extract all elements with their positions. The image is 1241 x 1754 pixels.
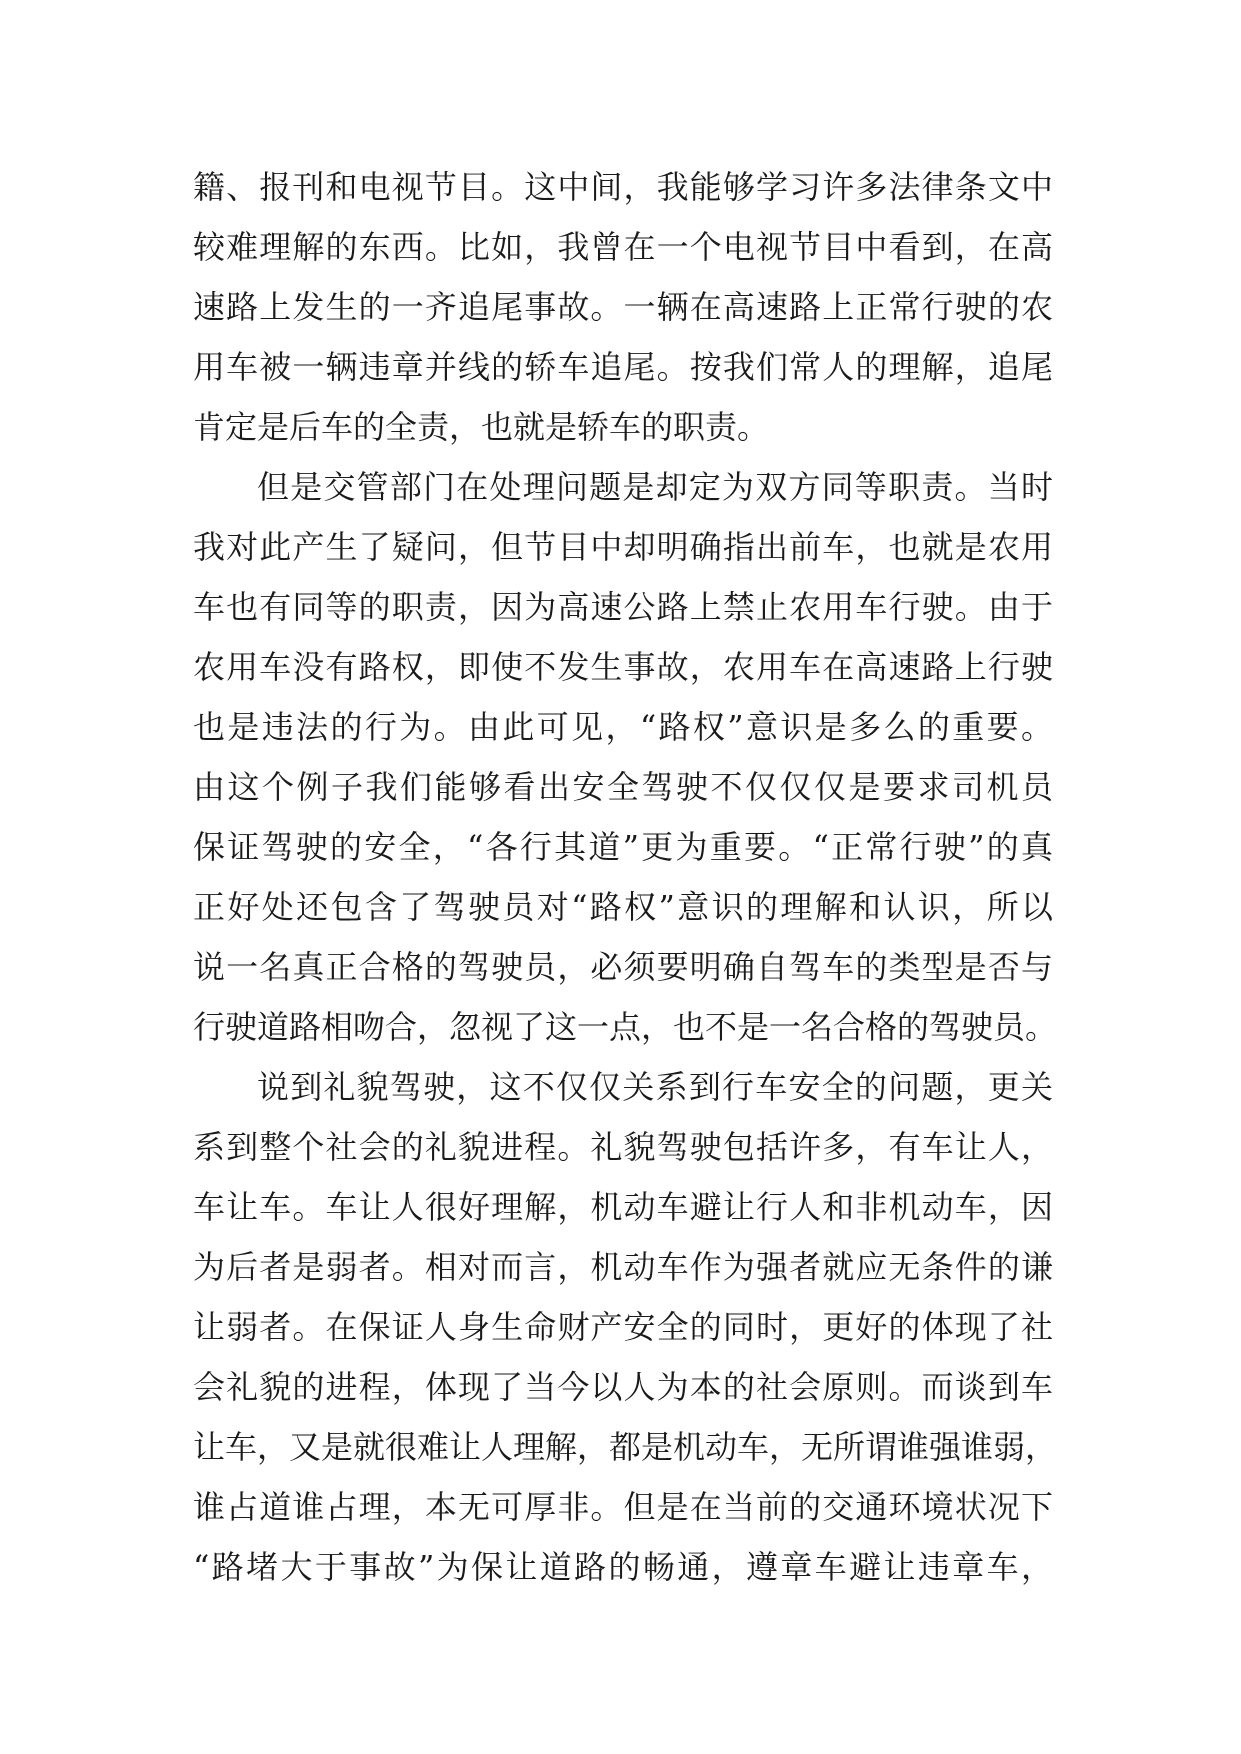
paragraph-start-line: 说到礼貌驾驶，这不仅仅关系到行车安全的问题，更关 (257, 1068, 1053, 1106)
text-line: 肯定是后车的全责，也就是轿车的职责。 (193, 408, 770, 446)
text-line: 车让车。车让人很好理解，机动车避让行人和非机动车，因 (193, 1188, 1053, 1226)
text-line: 用车被一辆违章并线的轿车追尾。按我们常人的理解，追尾 (193, 348, 1053, 386)
text-line: “路堵大于事故”为保让道路的畅通，遵章车避让违章车， (193, 1548, 1053, 1586)
text-line: 较难理解的东西。比如，我曾在一个电视节目中看到，在高 (193, 228, 1053, 266)
text-line: 籍、报刊和电视节目。这中间，我能够学习许多法律条文中 (193, 168, 1053, 206)
paragraph-start-line: 但是交管部门在处理问题是却定为双方同等职责。当时 (257, 468, 1053, 506)
text-line: 正好处还包含了驾驶员对“路权”意识的理解和认识，所以 (193, 888, 1053, 926)
text-line: 说一名真正合格的驾驶员，必须要明确自驾车的类型是否与 (193, 948, 1053, 986)
text-line: 由这个例子我们能够看出安全驾驶不仅仅仅是要求司机员 (193, 768, 1053, 806)
text-line: 也是违法的行为。由此可见，“路权”意识是多么的重要。 (193, 708, 1053, 746)
body-text (193, 157, 1058, 1597)
text-line: 会礼貌的进程，体现了当今以人为本的社会原则。而谈到车 (193, 1368, 1053, 1406)
text-line: 谁占道谁占理，本无可厚非。但是在当前的交通环境状况下 (193, 1488, 1053, 1526)
text-line: 我对此产生了疑问，但节目中却明确指出前车，也就是农用 (193, 528, 1053, 566)
text-line: 系到整个社会的礼貌进程。礼貌驾驶包括许多，有车让人， (193, 1128, 1053, 1166)
text-line: 让车，又是就很难让人理解，都是机动车，无所谓谁强谁弱， (193, 1428, 1058, 1466)
text-line: 速路上发生的一齐追尾事故。一辆在高速路上正常行驶的农 (193, 288, 1053, 326)
text-line: 农用车没有路权，即使不发生事故，农用车在高速路上行驶 (193, 648, 1053, 686)
text-line: 让弱者。在保证人身生命财产安全的同时，更好的体现了社 (193, 1308, 1053, 1346)
text-line: 保证驾驶的安全，“各行其道”更为重要。“正常行驶”的真 (193, 828, 1053, 866)
text-line: 车也有同等的职责，因为高速公路上禁止农用车行驶。由于 (193, 588, 1053, 626)
text-line: 为后者是弱者。相对而言，机动车作为强者就应无条件的谦 (193, 1248, 1053, 1286)
text-line: 行驶道路相吻合，忽视了这一点，也不是一名合格的驾驶员。 (193, 1008, 1058, 1046)
